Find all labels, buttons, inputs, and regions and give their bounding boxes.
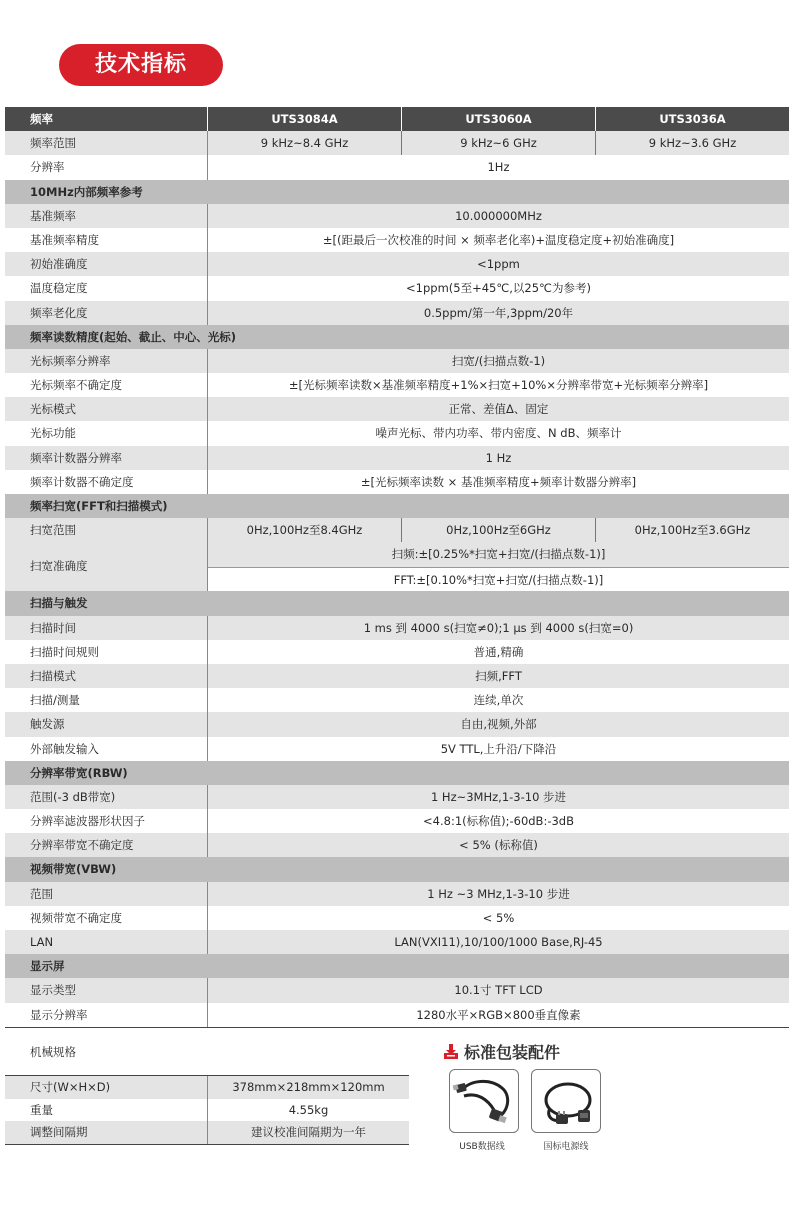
spec-label: 扫宽准确度 <box>5 542 208 591</box>
spec-value: 普通,精确 <box>473 644 524 659</box>
spec-value: 1 ms 到 4000 s(扫宽≠0);1 μs 到 4000 s(扫宽=0) <box>363 620 634 635</box>
spec-row <box>5 421 789 445</box>
section-title: 10MHz内部频率参考 <box>30 184 143 199</box>
spec-label: 扫描模式 <box>5 664 208 688</box>
spec-value: 噪声光标、带内功率、带内密度、N dB、频率计 <box>375 426 622 441</box>
spec-value: 1 Hz~3MHz,1-3-10 步进 <box>430 789 567 804</box>
spec-label: 范围(-3 dB带宽) <box>5 785 208 809</box>
spec-value: 连续,单次 <box>473 693 524 708</box>
spec-value: 自由,视频,外部 <box>460 717 537 732</box>
spec-header-label: 频率 <box>5 107 208 131</box>
package-item-label: USB数据线 <box>459 1142 505 1152</box>
spec-row <box>5 276 789 300</box>
model-name: UTS3036A <box>595 107 789 131</box>
section-header-row <box>5 591 789 615</box>
spec-value: ±[光标频率读数 × 基准频率精度+频率计数器分辨率] <box>360 474 637 489</box>
spec-value: 9 kHz~8.4 GHz <box>260 136 349 151</box>
spec-label: 扫描时间规则 <box>5 640 208 664</box>
spec-label: 触发源 <box>5 712 208 736</box>
model-name: UTS3084A <box>271 112 338 126</box>
spec-label: 光标频率不确定度 <box>5 373 208 397</box>
spec-value: 0.5ppm/第一年,3ppm/20年 <box>423 305 574 320</box>
spec-label: 范围 <box>5 882 208 906</box>
spec-row <box>5 930 789 954</box>
spec-value: 378mm×218mm×120mm <box>232 1080 385 1094</box>
section-title: 分辨率带宽(RBW) <box>30 765 128 780</box>
spec-value: 0Hz,100Hz至3.6GHz <box>595 518 789 542</box>
spec-label: 尺寸(W×H×D) <box>5 1076 208 1099</box>
spec-row <box>5 882 789 906</box>
spec-value: 扫宽/(扫描点数-1) <box>451 353 546 368</box>
spec-value: < 5% <box>482 910 515 925</box>
spec-label: 视频带宽不确定度 <box>5 906 208 930</box>
spec-label: 显示类型 <box>5 978 208 1002</box>
spec-table <box>5 107 789 1028</box>
spec-label: 光标功能 <box>5 421 208 445</box>
spec-row <box>5 640 789 664</box>
spec-row <box>5 616 789 640</box>
spec-label: 频率范围 <box>5 131 208 155</box>
section-header-row <box>5 494 789 518</box>
spec-row <box>5 131 789 155</box>
spec-header-row <box>5 107 789 131</box>
section-header-row <box>5 325 789 349</box>
spec-label: 频率老化度 <box>5 301 208 325</box>
spec-value: 扫频:±[0.25%*扫宽+扫宽/(扫描点数-1)] <box>208 542 789 567</box>
spec-label: 调整间隔期 <box>5 1121 208 1144</box>
spec-value: < 5% (标称值) <box>459 838 538 853</box>
spec-row <box>5 204 789 228</box>
spec-value: 建议校准间隔期为一年 <box>251 1125 366 1139</box>
spec-value: 正常、差值Δ、固定 <box>448 402 549 417</box>
spec-row <box>5 712 789 736</box>
spec-label: 扫描/测量 <box>5 688 208 712</box>
spec-body <box>5 131 789 1027</box>
spec-value: 扫频,FFT <box>475 668 522 683</box>
spec-row <box>5 470 789 494</box>
spec-label: 显示分辨率 <box>5 1003 208 1027</box>
spec-value: 9 kHz~6 GHz <box>401 131 595 155</box>
spec-row <box>5 833 789 857</box>
spec-row <box>5 301 789 325</box>
section-title: 频率读数精度(起始、截止、中心、光标) <box>30 329 237 344</box>
spec-row <box>5 155 789 179</box>
spec-label: 重量 <box>5 1099 208 1122</box>
download-box-icon <box>444 1044 458 1059</box>
spec-value-group <box>208 542 789 591</box>
spec-row <box>5 373 789 397</box>
spec-label: 频率计数器不确定度 <box>5 470 208 494</box>
spec-value: 4.55kg <box>288 1102 329 1117</box>
spec-row <box>5 809 789 833</box>
spec-label: 基准频率精度 <box>5 228 208 252</box>
package-title-text: 标准包装配件 <box>464 1043 561 1062</box>
spec-label: 频率计数器分辨率 <box>5 446 208 470</box>
mechanical-table <box>5 1075 409 1145</box>
mechanical-title: 机械规格 <box>30 1045 76 1059</box>
spec-label: 基准频率 <box>5 204 208 228</box>
section-title: 频率扫宽(FFT和扫描模式) <box>30 499 168 513</box>
spec-label: 分辨率 <box>5 155 208 179</box>
page-title: 技术指标 <box>59 44 223 86</box>
spec-value: 10.1寸 TFT LCD <box>454 983 543 998</box>
package-title <box>444 1040 560 1063</box>
spec-label: LAN <box>5 930 208 954</box>
spec-value: 9 kHz~3.6 GHz <box>595 131 789 155</box>
package-item-label: 国标电源线 <box>543 1142 589 1152</box>
usb-cable-icon <box>449 1069 519 1133</box>
spec-label: 扫宽范围 <box>5 518 208 542</box>
section-header-row <box>5 857 789 881</box>
spec-value: 1 Hz <box>485 450 512 465</box>
spec-value: <1ppm <box>477 257 520 272</box>
spec-row <box>5 252 789 276</box>
spec-row <box>5 542 789 591</box>
spec-label: 光标频率分辨率 <box>5 349 208 373</box>
section-header-row <box>5 761 789 785</box>
spec-value-group <box>208 518 789 542</box>
spec-row <box>5 397 789 421</box>
mechanical-row <box>5 1099 409 1122</box>
section-header-row <box>5 180 789 204</box>
spec-row <box>5 906 789 930</box>
spec-row <box>5 978 789 1002</box>
spec-value: ±[(距最后一次校准的时间 × 频率老化率)+温度稳定度+初始准确度] <box>322 232 675 247</box>
spec-value: 0Hz,100Hz至6GHz <box>401 518 595 542</box>
spec-value: 1 Hz ~3 MHz,1-3-10 步进 <box>427 886 570 901</box>
spec-value: <1ppm(5至+45℃,以25℃为参考) <box>406 281 591 296</box>
power-cord-icon <box>531 1069 601 1133</box>
spec-label: 温度稳定度 <box>5 276 208 300</box>
section-header-row <box>5 954 789 978</box>
spec-value: 1Hz <box>487 160 510 175</box>
spec-row <box>5 228 789 252</box>
spec-row <box>5 688 789 712</box>
spec-label: 扫描时间 <box>5 616 208 640</box>
spec-label: 初始准确度 <box>5 252 208 276</box>
spec-row <box>5 737 789 761</box>
spec-value: 1280水平×RGB×800垂直像素 <box>416 1007 581 1022</box>
spec-value: 0Hz,100Hz至8.4GHz <box>246 523 363 538</box>
section-title: 显示屏 <box>30 959 65 974</box>
spec-label: 外部触发输入 <box>5 737 208 761</box>
mechanical-row <box>5 1076 409 1099</box>
spec-value: 10.000000MHz <box>455 208 542 223</box>
spec-value-group <box>208 131 789 155</box>
spec-row <box>5 518 789 542</box>
spec-label: 分辨率带宽不确定度 <box>5 833 208 857</box>
spec-value: 5V TTL,上升沿/下降沿 <box>440 741 557 756</box>
section-title: 扫描与触发 <box>30 596 88 611</box>
spec-header-models <box>208 107 789 131</box>
spec-row <box>5 785 789 809</box>
spec-row <box>5 446 789 470</box>
section-title: 视频带宽(VBW) <box>30 862 117 877</box>
spec-value: LAN(VXI11),10/100/1000 Base,RJ-45 <box>394 935 603 949</box>
spec-row <box>5 664 789 688</box>
model-name: UTS3060A <box>401 107 595 131</box>
spec-value: <4.8:1(标称值);-60dB:-3dB <box>423 814 574 829</box>
mechanical-row <box>5 1121 409 1144</box>
spec-value: FFT:±[0.10%*扫宽+扫宽/(扫描点数-1)] <box>208 567 789 592</box>
spec-label: 分辨率滤波器形状因子 <box>5 809 208 833</box>
spec-row <box>5 1003 789 1027</box>
spec-label: 光标模式 <box>5 397 208 421</box>
spec-value: ±[光标频率读数×基准频率精度+1%×扫宽+10%×分辨率带宽+光标频率分辨率] <box>288 378 709 393</box>
spec-row <box>5 349 789 373</box>
